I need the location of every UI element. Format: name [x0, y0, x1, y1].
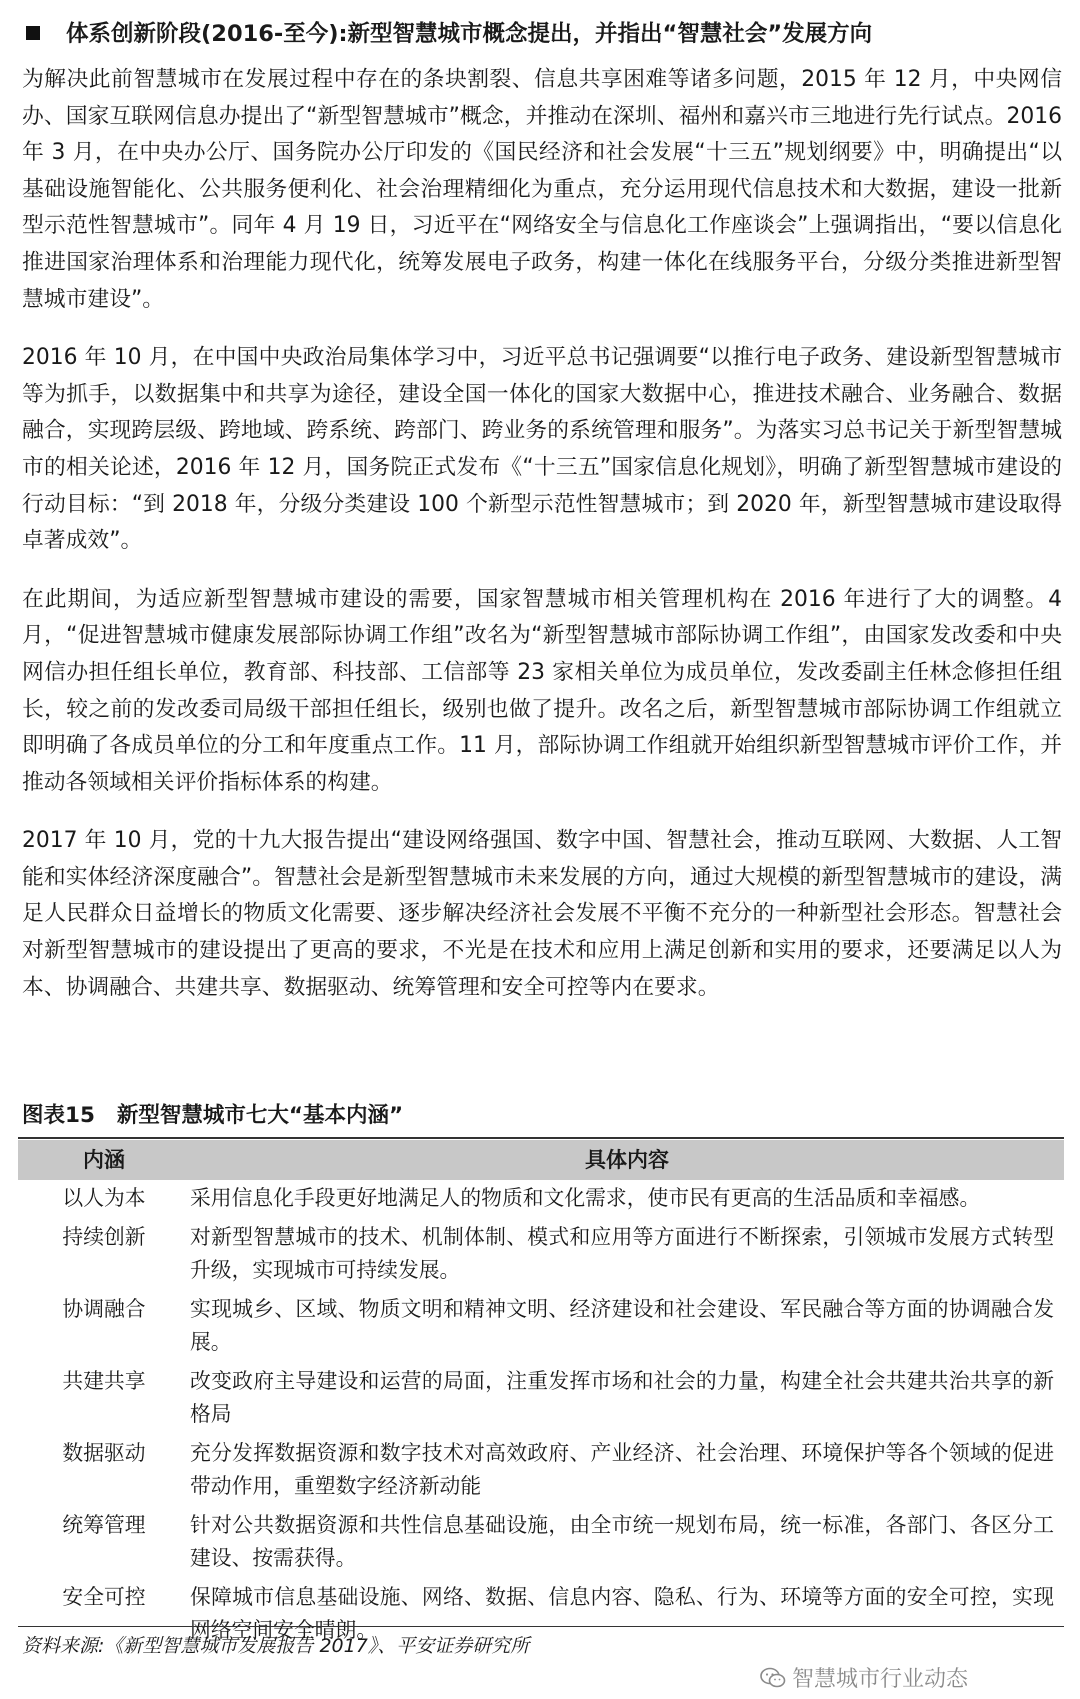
row-term: 持续创新 — [62, 1225, 146, 1249]
row-term: 以人为本 — [62, 1186, 146, 1210]
watermark — [760, 1664, 968, 1696]
row-description: 对新型智慧城市的技术、机制体制、模式和应用等方面进行不断探索，引领城市发展方式转型升级，实现城市可持续发展。 — [190, 1225, 1054, 1282]
wechat-icon — [760, 1667, 786, 1689]
figure-caption: 新型智慧城市七大“基本内涵” — [116, 1103, 404, 1128]
table-bottom-rule — [18, 1626, 1064, 1627]
table-top-rule — [18, 1137, 1064, 1139]
section-heading-text: 体系创新阶段(2016-至今):新型智慧城市概念提出，并指出“智慧社会”发展方向 — [66, 21, 873, 47]
row-description: 针对公共数据资源和共性信息基础设施，由全市统一规划布局，统一标准，各部门、各区分工建设、按需获得。 — [190, 1513, 1054, 1570]
table-row — [18, 1507, 1064, 1579]
row-description: 采用信息化手段更好地满足人的物质和文化需求，使市民有更高的生活品质和幸福感。 — [190, 1186, 981, 1210]
watermark-text: 智慧城市行业动态 — [791, 1667, 968, 1692]
paragraph: 为解决此前智慧城市在发展过程中存在的条块割裂、信息共享困难等诸多问题，2015 年 12 月，中央网信办、国家互联网信息办提出了“新型智慧城市”概念，并推动在深圳、福州和嘉兴市三地进行先行试点。2016 年 3 月，在中央办公厅、国务院办公厅印发的《国民经济和社会发展“十三五”规划纲要》中，明确提出“以基础设施智能化、公共服务便利化、社会治理精细化为重点，充分运用现代信息技术和大数据，建设一批新型示范性智慧城市”。同年 4 月 19 日，习近平在“网络安全与信息化工作座谈会”上强调指出，“要以信息化推进国家治理体系和治理能力现代化，统筹发展电子政务，构建一体化在线服务平台，分级分类推进新型智慧城市建设”。 — [22, 67, 1062, 312]
source-note: 资料来源:《新型智慧城市发展报告 2017》、平安证券研究所 — [22, 1635, 530, 1657]
square-bullet-icon — [26, 26, 40, 40]
paragraph: 在此期间，为适应新型智慧城市建设的需要，国家智慧城市相关管理机构在 2016 年进行了大的调整。4 月，“促进智慧城市健康发展部际协调工作组”改名为“新型智慧城市部际协调工作组”，由国家发改委和中央网信办担任组长单位，教育部、科技部、工信部等 23 家相关单位为成员单位，发改委副主任林念修担任组长，较之前的发改委司局级干部担任组长，级别也做了提升。改名之后，新型智慧城市部际协调工作组就立即明确了各成员单位的分工和年度重点工作。11 月，部际协调工作组就开始组织新型智慧城市评价工作，并推动各领域相关评价指标体系的构建。 — [22, 586, 1062, 795]
table-row — [18, 1219, 1064, 1291]
header-connotation: 内涵 — [18, 1140, 190, 1180]
table-row — [18, 1363, 1064, 1435]
row-term: 统筹管理 — [62, 1513, 146, 1537]
row-description: 保障城市信息基础设施、网络、数据、信息内容、隐私、行为、环境等方面的安全可控，实现网络空间安全晴朗。 — [190, 1585, 1054, 1642]
section-heading — [22, 14, 1062, 54]
row-term: 协调融合 — [62, 1297, 146, 1321]
table-row — [18, 1180, 1064, 1219]
row-term: 数据驱动 — [62, 1441, 146, 1465]
figure-title — [22, 1097, 1062, 1135]
row-description: 实现城乡、区域、物质文明和精神文明、经济建设和社会建设、军民融合等方面的协调融合发展。 — [190, 1297, 1054, 1354]
figure-number: 图表15 — [22, 1103, 95, 1128]
paragraph: 2017 年 10 月，党的十九大报告提出“建设网络强国、数字中国、智慧社会，推动互联网、大数据、人工智能和实体经济深度融合”。智慧社会是新型智慧城市未来发展的方向，通过大规模的新型智慧城市的建设，满足人民群众日益增长的物质文化需要、逐步解决经济社会发展不平衡不充分的一种新型社会形态。智慧社会对新型智慧城市的建设提出了更高的要求，不光是在技术和应用上满足创新和实用的要求，还要满足以人为本、协调融合、共建共享、数据驱动、统筹管理和安全可控等内在要求。 — [22, 828, 1062, 1000]
header-content: 具体内容 — [190, 1140, 1064, 1180]
body-text — [22, 62, 1062, 1028]
table-row — [18, 1435, 1064, 1507]
paragraph: 2016 年 10 月，在中国中央政治局集体学习中，习近平总书记强调要“以推行电子政务、建设新型智慧城市等为抓手，以数据集中和共享为途径，建设全国一体化的国家大数据中心，推进技术融合、业务融合、数据融合，实现跨层级、跨地域、跨系统、跨部门、跨业务的系统管理和服务”。为落实习总书记关于新型智慧城市的相关论述，2016 年 12 月，国务院正式发布《“十三五”国家信息化规划》，明确了新型智慧城市建设的行动目标：“到 2018 年，分级分类建设 100 个新型示范性智慧城市；到 2020 年，新型智慧城市建设取得卓著成效”。 — [22, 345, 1062, 554]
table-header-row — [18, 1140, 1064, 1180]
row-term: 共建共享 — [62, 1369, 146, 1393]
row-description: 改变政府主导建设和运营的局面，注重发挥市场和社会的力量，构建全社会共建共治共享的新格局 — [190, 1369, 1054, 1426]
table-row — [18, 1291, 1064, 1363]
row-description: 充分发挥数据资源和数字技术对高效政府、产业经济、社会治理、环境保护等各个领域的促进带动作用，重塑数字经济新动能 — [190, 1441, 1054, 1498]
row-term: 安全可控 — [62, 1585, 146, 1609]
connotation-table — [18, 1140, 1064, 1651]
